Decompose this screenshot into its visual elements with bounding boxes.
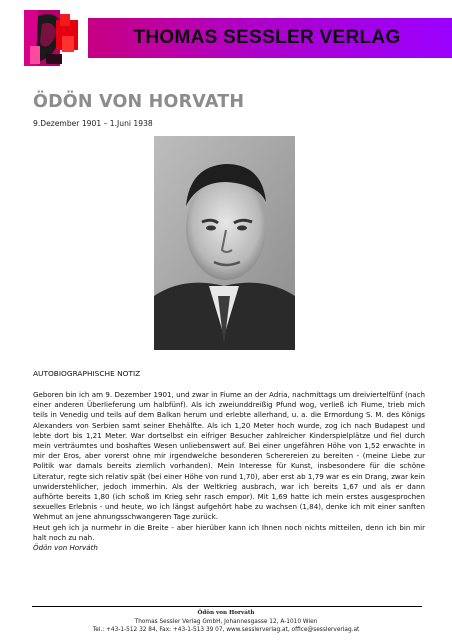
notice-signature: Ödön von Horváth xyxy=(33,543,98,553)
author-name: ÖDÖN VON HORVATH xyxy=(33,92,245,112)
footer-contact: Tel.: +43-1-512 32 84, Fax: +43-1-513 39 07, www.sesslerverlag.at, office@sesslerverlag.at xyxy=(92,627,360,633)
notice-paragraph: Heut geh ich ja nurmehr in die Breite - aber hierüber kann ich Ihnen noch nichts mitteilen, denn ich bin mir halt noch zu nah. xyxy=(33,522,425,542)
author-life-dates: 9.Dezember 1901 – 1.Juni 1938 xyxy=(33,119,153,128)
notice-body xyxy=(33,382,425,553)
author-portrait-photo xyxy=(154,136,295,350)
footer-author: Ödön von Horváth xyxy=(197,610,255,616)
notice-heading: AUTOBIOGRAPHISCHE NOTIZ xyxy=(33,369,141,378)
notice-paragraph: Geboren bin ich am 9. Dezember 1901, und zwar in Fiume an der Adria, nachmittags um dreiviertelfünf (nach einer anderen Überlieferung um halbfünf). Als ich zweiunddreißig Pfund wog, verließ ich Fiume, trieb mich teils in Venedig und teils auf dem Balkan herum und erlebte allerhand, u. a. die Ermordung S. M. des Königs Alexanders von Serbien samt seiner Ehehälfte. Als ich 1,20 Meter hoch wurde, zog ich nach Budapest und lebte dort bis 1,21 Meter. War dortselbst ein eifriger Besucher zahlreicher Kinderspielplätze und fiel durch mein verträumtes und boshaftes Wesen unliebenswert auf. Bei einer ungefähren Höhe von 1,52 erwachte in mir der Eros, aber vorerst ohne mir irgendwelche besonderen Scherereien zu bereiten - (meine Liebe zur Politik war damals bereits ziemlich vorhanden). Mein Interesse für Kunst, insbesondere für die schöne Literatur, regte sich relativ spät (bei einer Höhe von rund 1,70), aber erst ab 1,79 war es ein Drang, zwar kein unwiderstehlicher, jedoch immerhin. Als der Weltkrieg ausbrach, war ich bereits 1,67 und als er dann aufhörte bereits 1,80 (ich schoß im Krieg sehr rasch empor). Mit 1,69 hatte ich mein erstes ausgesprochen sexuelles Erlebnis - und heute, wo ich längst aufgehört habe zu wachsen (1,84), denke ich mit einer sanften Wehmut an jene ahnungsschwangeren Tage zurück. xyxy=(33,390,425,522)
publisher-header xyxy=(16,6,436,68)
publisher-title: THOMAS SESSLER VERLAG xyxy=(133,27,401,48)
publisher-banner xyxy=(80,18,452,58)
sessler-verlag-logo-icon xyxy=(16,6,88,68)
footer-divider xyxy=(32,606,422,607)
footer-address: Thomas Sessler Verlag GmbH, Johannesgasse 12, A-1010 Wien xyxy=(134,619,318,625)
